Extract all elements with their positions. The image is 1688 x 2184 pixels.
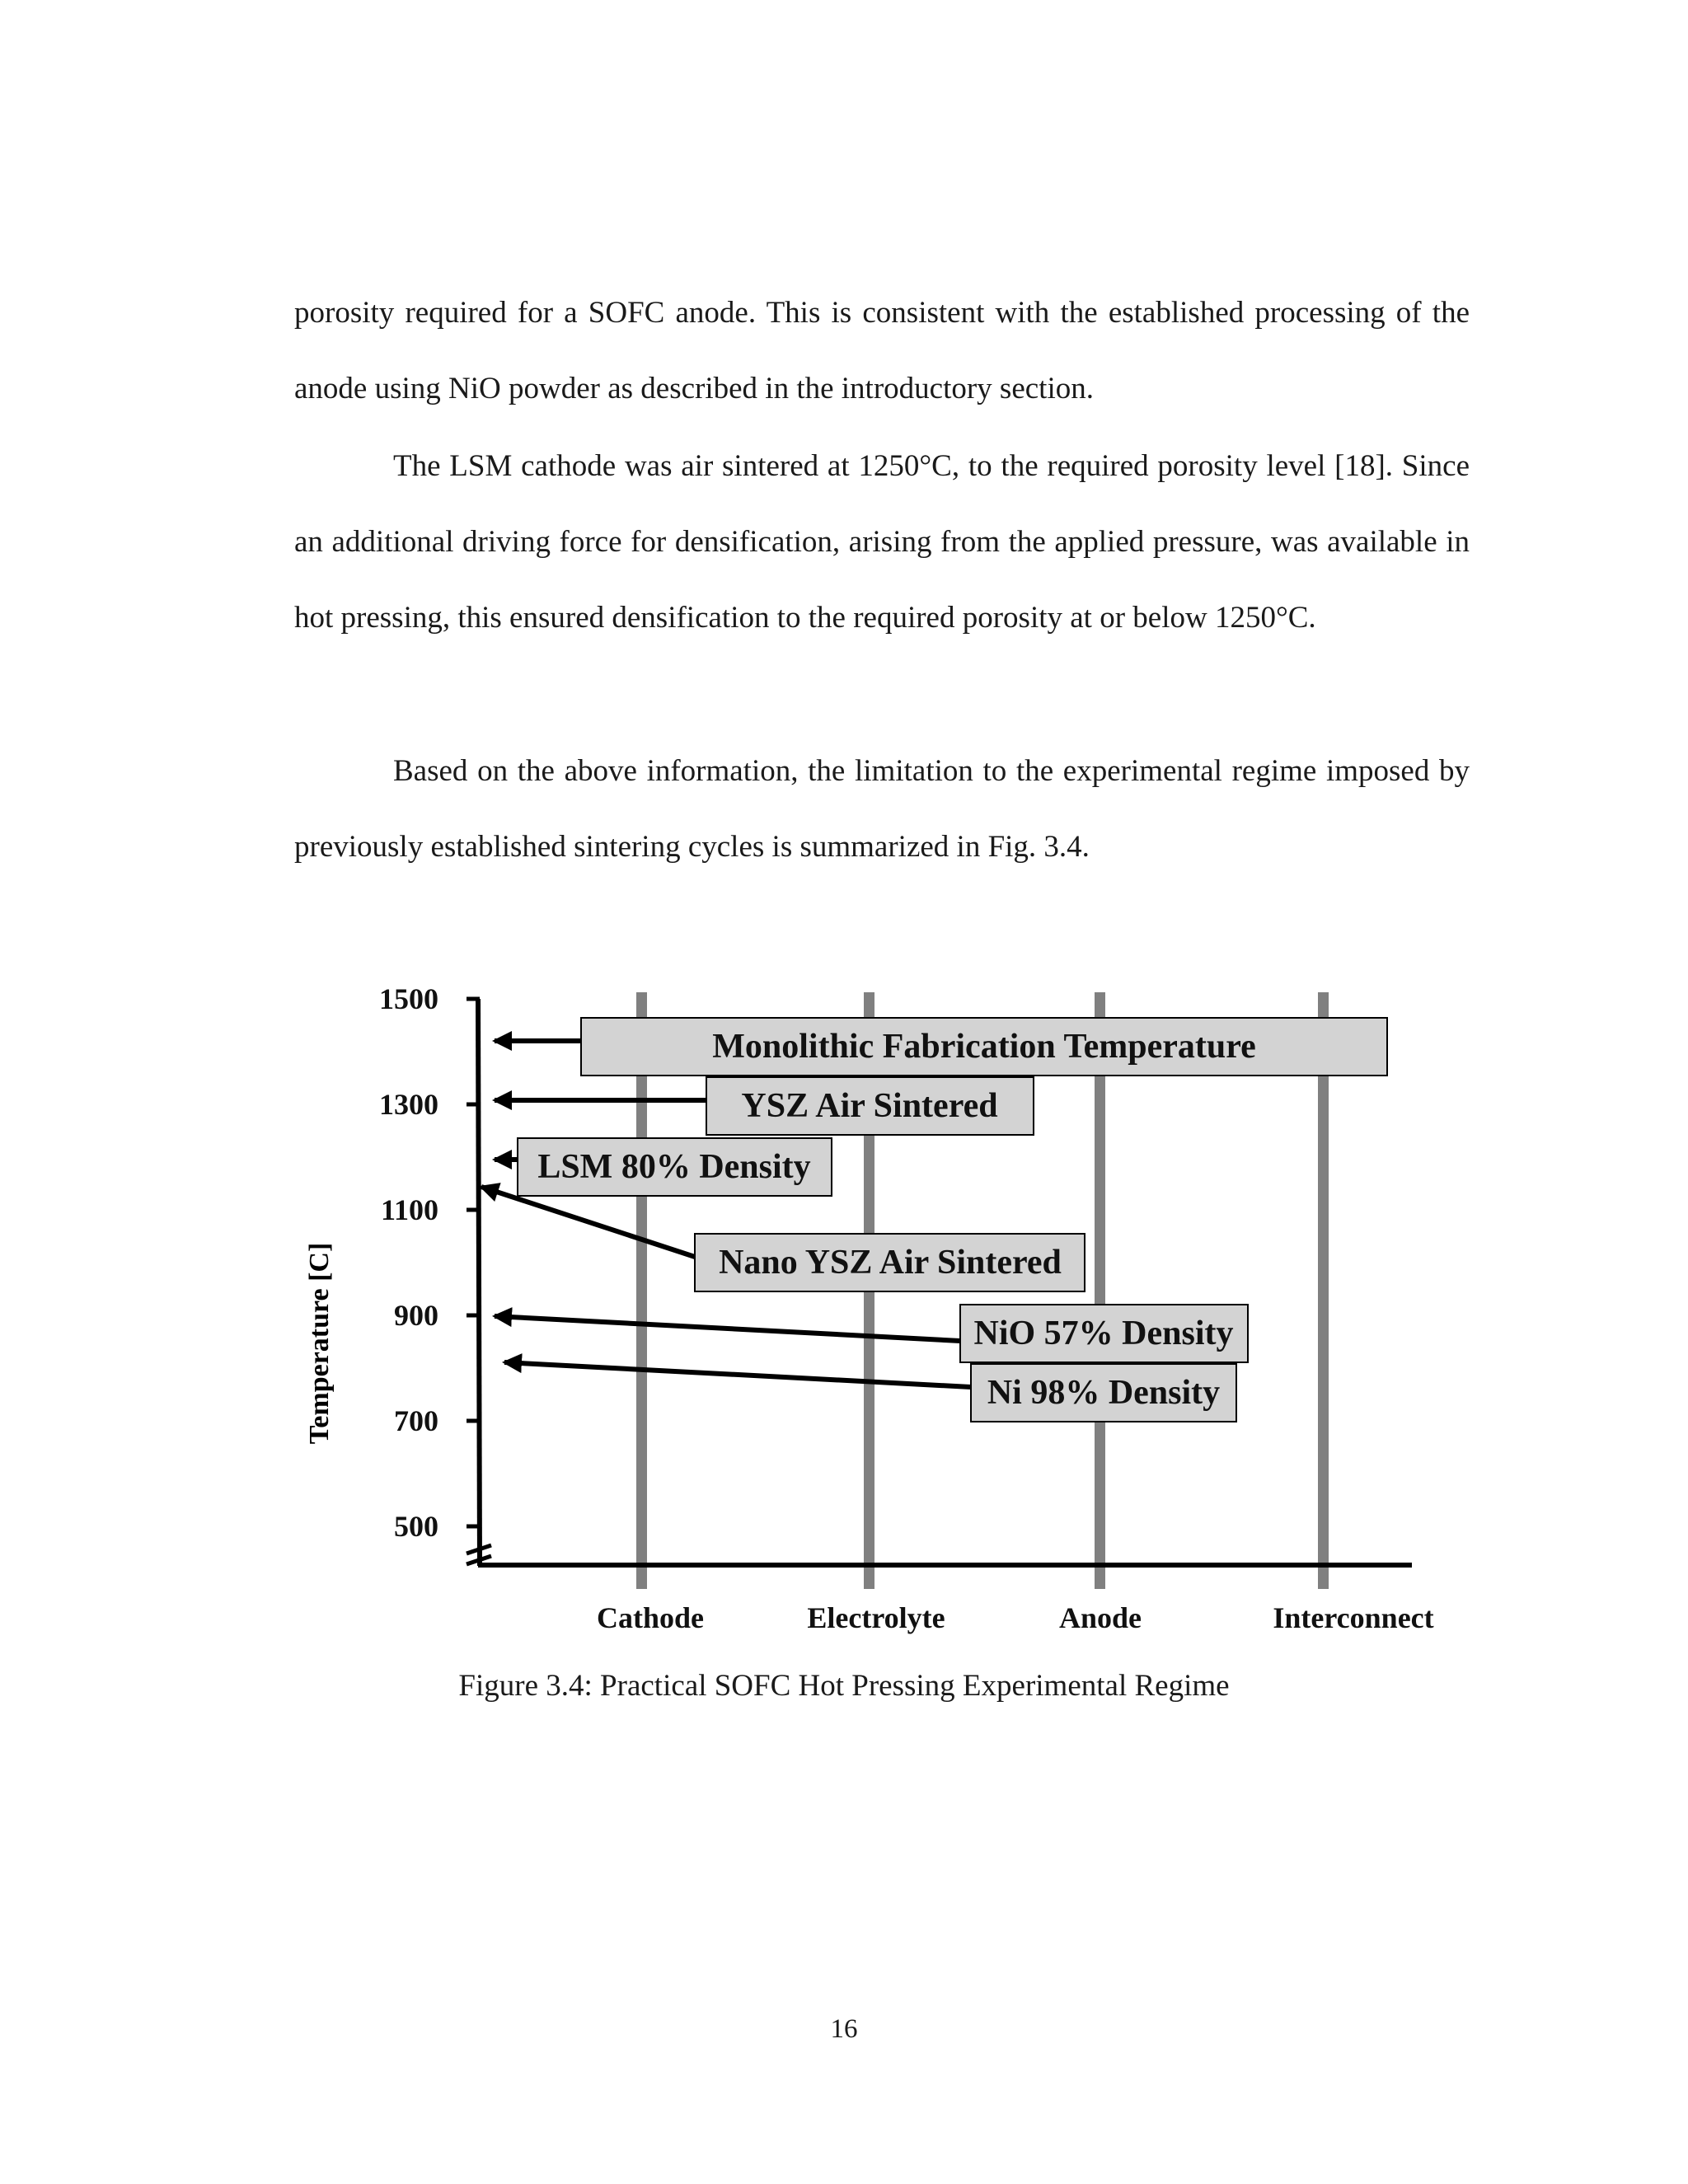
category-bar-interconnect (1318, 992, 1329, 1589)
y-ticks (379, 982, 480, 1543)
y-axis-label: Temperature [C] (304, 1242, 335, 1445)
annotation-nano-ysz (695, 1234, 1085, 1291)
annotation-ni (971, 1364, 1236, 1422)
arrow-nio (495, 1316, 960, 1341)
annotation-ysz-air (706, 1077, 1034, 1135)
y-tick-label: 1300 (379, 1088, 438, 1121)
annotation-monolithic-label: Monolithic Fabrication Temperature (712, 1028, 1256, 1066)
category-label-anode: Anode (1058, 1601, 1142, 1634)
annotation-ni-label: Ni 98% Density (987, 1374, 1221, 1412)
category-label-interconnect: Interconnect (1273, 1601, 1434, 1634)
category-label-electrolyte: Electrolyte (807, 1601, 945, 1634)
arrow-ni (504, 1362, 971, 1387)
y-axis (478, 999, 480, 1566)
paragraph-2 (294, 429, 1470, 656)
paragraph-2-text: The LSM cathode was air sintered at 1250°C, to the required porosity level [18]. Since an additional driving force for densification, arising from the applied pressure, was available in hot pressing, this ensured densification to the required porosity at or below 1250°C. (294, 449, 1470, 635)
figure-3-4-diagram (0, 964, 1688, 1665)
annotation-ysz-air-label: YSZ Air Sintered (741, 1087, 998, 1125)
paragraph-3-text: Based on the above information, the limitation to the experimental regime imposed by previously established sintering cycles is summarized in Fig. 3.4. (294, 754, 1470, 864)
annotation-nio-label: NiO 57% Density (973, 1315, 1234, 1352)
category-label-cathode: Cathode (596, 1601, 705, 1634)
annotation-nio (960, 1305, 1248, 1362)
annotation-lsm (518, 1138, 832, 1196)
y-tick-label: 1100 (380, 1193, 438, 1226)
figure-caption: Figure 3.4: Practical SOFC Hot Pressing Experimental Regime (458, 1669, 1230, 1703)
category-bar-anode (1095, 992, 1105, 1589)
y-tick-label: 700 (394, 1404, 438, 1437)
category-bar-cathode (636, 992, 647, 1589)
y-tick-label: 900 (394, 1299, 438, 1332)
page-number: 16 (830, 2014, 858, 2044)
annotation-monolithic (581, 1018, 1387, 1076)
paragraph-1 (294, 275, 1470, 427)
paragraph-3 (294, 733, 1470, 885)
annotation-nano-ysz-label: Nano YSZ Air Sintered (719, 1244, 1062, 1282)
paragraph-1-text: porosity required for a SOFC anode. This is consistent with the established processing of the anode using NiO powder as described in the introductory section. (294, 296, 1470, 405)
y-tick-label: 1500 (379, 982, 438, 1015)
y-tick-label: 500 (394, 1510, 438, 1543)
arrow-nano-ysz (481, 1187, 695, 1257)
annotation-lsm-label: LSM 80% Density (537, 1148, 811, 1186)
